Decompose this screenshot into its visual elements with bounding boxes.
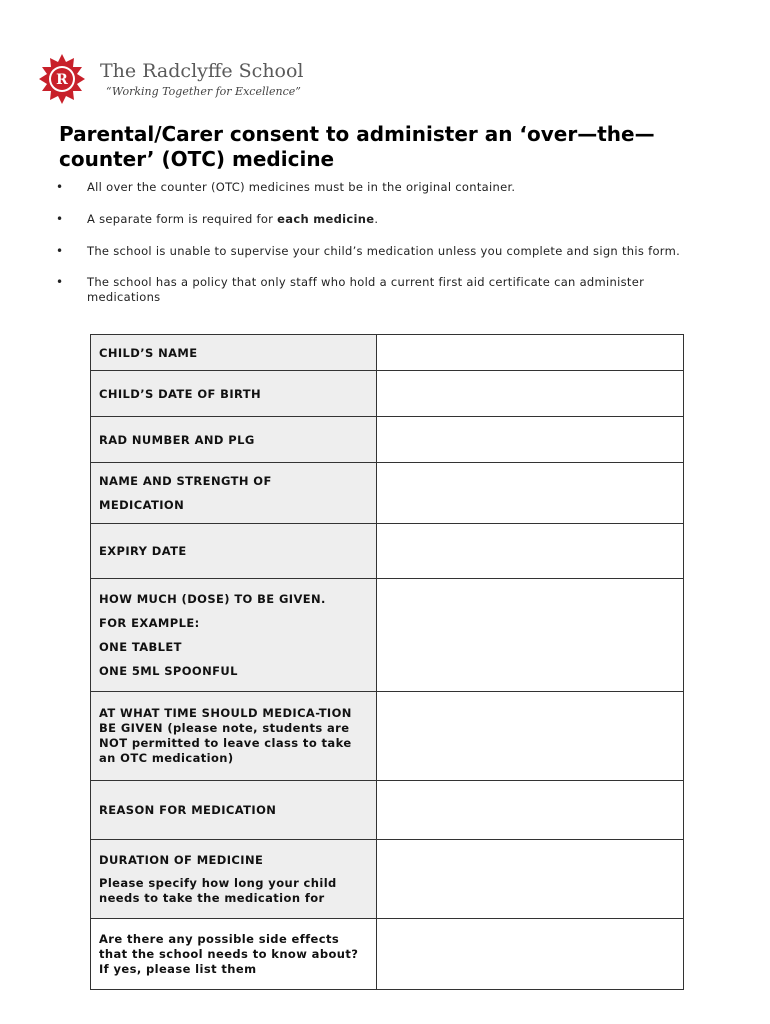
list-item: [56, 180, 696, 195]
list-item: [56, 275, 696, 305]
side-effects-label: Are there any possible side effects that the school needs to know about? If yes, please list them: [91, 919, 377, 990]
rad-number-field[interactable]: [377, 417, 684, 463]
time-label: AT WHAT TIME SHOULD MEDICA-TION BE GIVEN (please note, students are NOT permitted to leave class to take an OTC medication): [91, 692, 377, 781]
duration-instruction: Please specify how long your child needs to take the medication for: [99, 875, 337, 905]
bullet-text: All over the counter (OTC) medicines must be in the original container.: [87, 180, 516, 194]
childs-name-field[interactable]: [377, 335, 684, 371]
childs-name-label: CHILD’S NAME: [91, 335, 377, 371]
bullet-icon: •: [56, 180, 64, 194]
time-field[interactable]: [377, 692, 684, 781]
duration-label: [91, 840, 377, 919]
bullet-emphasis: each medicine: [277, 212, 375, 226]
dob-field[interactable]: [377, 371, 684, 417]
school-crest-logo: [36, 52, 88, 106]
duration-heading: DURATION OF MEDICINE: [99, 852, 264, 867]
reason-field[interactable]: [377, 781, 684, 840]
medication-name-line-1: NAME AND STRENGTH OF: [99, 474, 272, 488]
page-title: Parental/Carer consent to administer an ‘over—the—counter’ (OTC) medicine: [59, 122, 655, 171]
dose-line-4: ONE 5ML SPOONFUL: [99, 664, 238, 678]
form-row-reason: [91, 781, 684, 840]
duration-field[interactable]: [377, 840, 684, 919]
list-item: [56, 244, 696, 259]
form-row-dob: [91, 371, 684, 417]
medication-name-label: [91, 463, 377, 524]
bullet-text: A separate form is required for: [87, 212, 278, 226]
reason-label: REASON FOR MEDICATION: [91, 781, 377, 840]
bullet-text-end: .: [374, 212, 379, 226]
expiry-label: EXPIRY DATE: [91, 524, 377, 579]
expiry-field[interactable]: [377, 524, 684, 579]
form-row-time: [91, 692, 684, 781]
bullet-text: The school is unable to supervise your child’s medication unless you complete and sign this form.: [87, 244, 681, 258]
bullet-icon: •: [56, 275, 64, 289]
bullet-text: The school has a policy that only staff who hold a current first aid certificate can administer medications: [87, 275, 645, 304]
school-name: The Radclyffe School: [100, 60, 304, 82]
form-row-childs-name: [91, 335, 684, 371]
form-row-expiry: [91, 524, 684, 579]
svg-text:R: R: [56, 72, 68, 88]
dose-label: [91, 579, 377, 692]
form-row-rad-number: [91, 417, 684, 463]
dob-label: CHILD’S DATE OF BIRTH: [91, 371, 377, 417]
form-row-side-effects: [91, 919, 684, 990]
dose-line-2: FOR EXAMPLE:: [99, 616, 200, 630]
list-item: [56, 212, 696, 227]
dose-field[interactable]: [377, 579, 684, 692]
bullet-icon: •: [56, 212, 64, 226]
form-row-medication-name: [91, 463, 684, 524]
form-row-duration: [91, 840, 684, 919]
dose-line-3: ONE TABLET: [99, 640, 182, 654]
dose-line-1: HOW MUCH (DOSE) TO BE GIVEN.: [99, 592, 326, 606]
side-effects-field[interactable]: [377, 919, 684, 990]
school-motto: “Working Together for Excellence”: [106, 85, 301, 98]
instructions-list: [56, 180, 696, 305]
rad-number-label: RAD NUMBER AND PLG: [91, 417, 377, 463]
bullet-icon: •: [56, 244, 64, 258]
consent-form-table: [90, 334, 684, 990]
form-row-dose: [91, 579, 684, 692]
medication-name-field[interactable]: [377, 463, 684, 524]
medication-name-line-2: MEDICATION: [99, 498, 185, 512]
